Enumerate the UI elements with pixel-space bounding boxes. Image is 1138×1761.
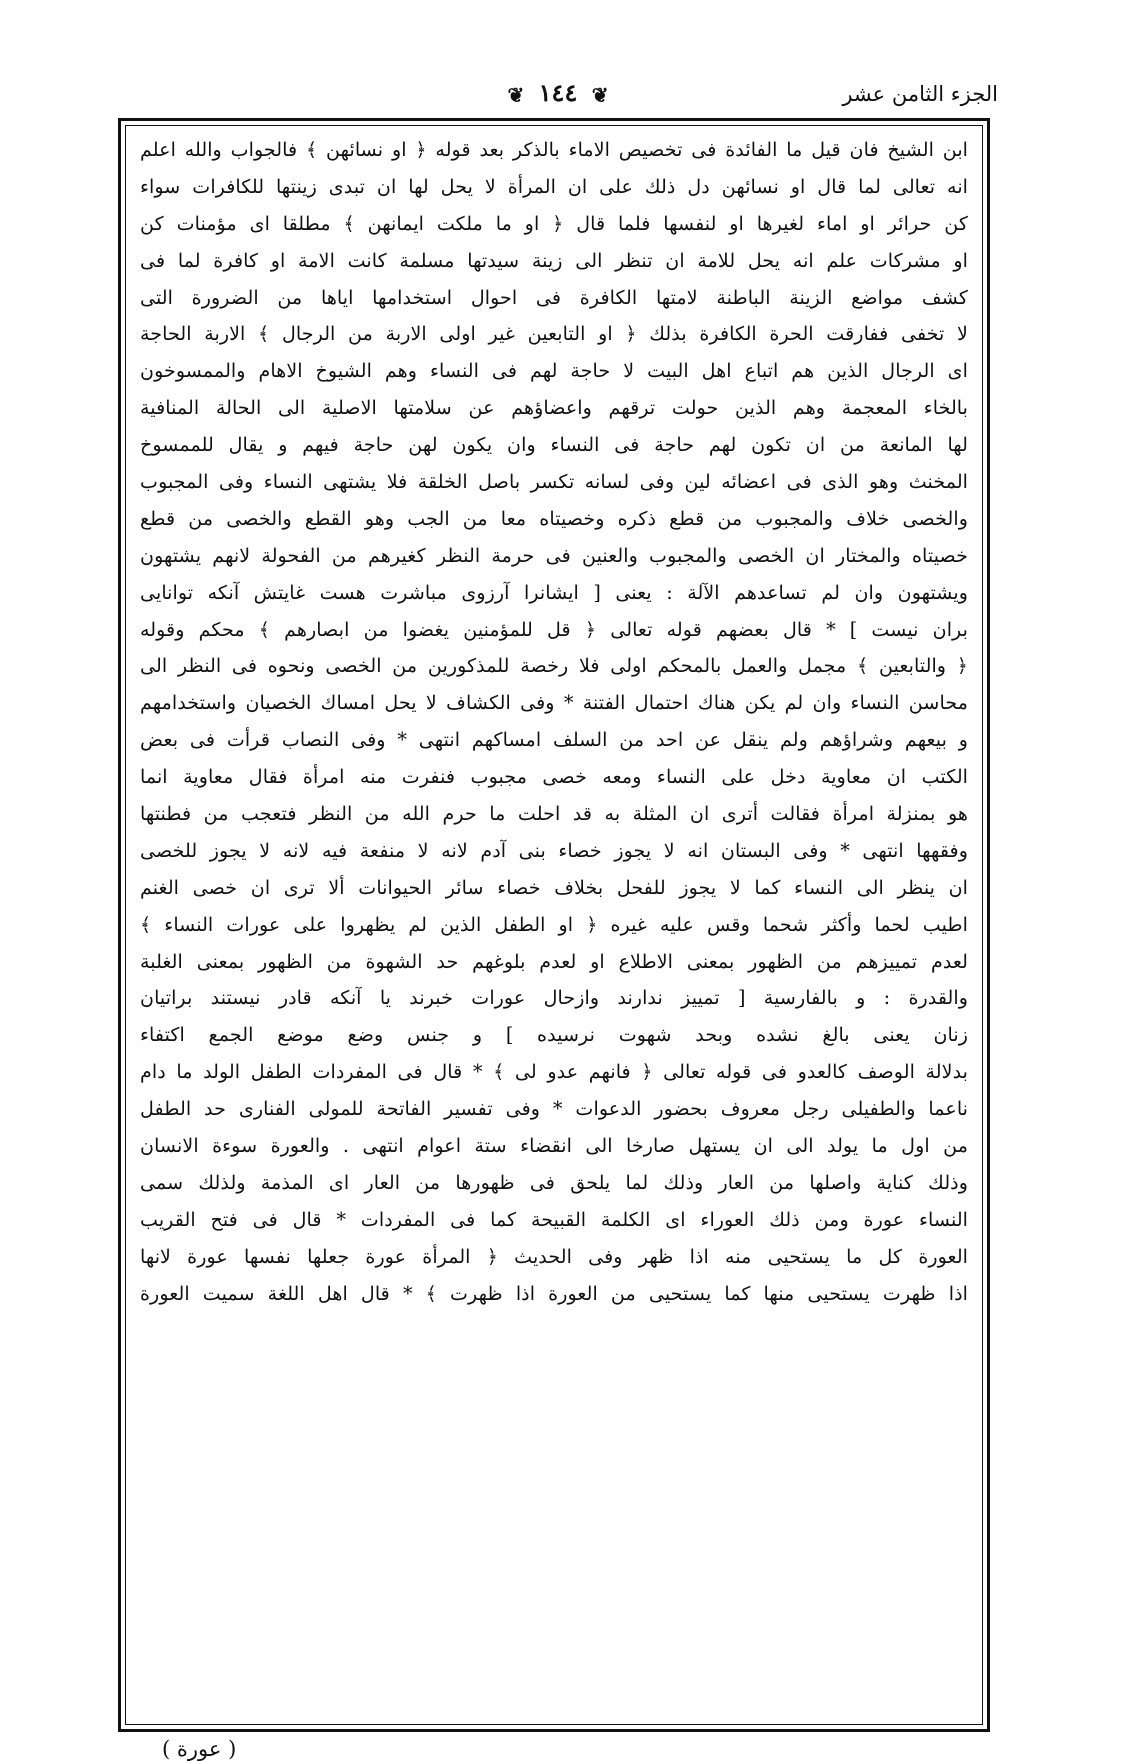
text-line: النساء عورة ومن ذلك العوراء اى الكلمة القبيحة كما فى المفردات * قال فى فتح القريب [140, 1207, 968, 1231]
text-line: لعدم تمييزهم من الظهور بمعنى الاطلاع او لعدم بلوغهم حد الشهوة من الظهور بمعنى الغلبة [140, 949, 968, 973]
text-line: او مشركات علم انه يحل للامة ان تنظر الى زينة سيدتها مسلمة كانت الامة او كافرة لما فى [140, 248, 968, 272]
text-line: ﴿ والتابعين ﴾ مجمل والعمل بالمحكم اولى فلا رخصة للمذكورين من الخصى ونحوه فى النظر الى [140, 654, 968, 678]
text-line: زنان يعنى بالغ نشده وبحد شهوت نرسيده ] و جنس وضع موضع الجمع اكتفاء [140, 1023, 968, 1047]
text-line: وفقهها انتهى * وفى البستان انه لا يجوز خصاء بنى آدم لانه لا منفعة فيه لانه لا يجوز للخصى [140, 838, 968, 862]
text-line: لها المانعة من ان تكون لهم حاجة فى النساء وان يكون لهن حاجة فيهم و يقال للممسوخ [140, 433, 968, 457]
text-line: كشف مواضع الزينة الباطنة لامتها الكافرة فى احوال استخدامها اياها من الضرورة التى [140, 285, 968, 309]
left-ornament-icon: ❦ [507, 82, 525, 107]
text-line: خصيتاه والمختار ان الخصى والمجبوب والعنين فى حرمة النظر كغيرهم من الفحولة لانهم يشتهون [140, 543, 968, 567]
text-line: اذا ظهرت يستحيى منها كما يستحيى من العورة اذا ظهرت ﴾ * قال اهل اللغة سميت العورة [140, 1281, 968, 1305]
text-line: اى الرجال الذين هم اتباع اهل البيت لا حاجة لهم فى النساء وهم الشيوخ الاهام والممسوخون [140, 359, 968, 383]
text-line: لا تخفى ففارقت الحرة الكافرة بذلك ﴿ او التابعين غير اولى الاربة من الرجال ﴾ الاربة الحاجة [140, 322, 968, 346]
page-number-block [118, 78, 998, 107]
volume-label: الجزء الثامن عشر [842, 82, 998, 106]
text-line: الكتب ان معاوية دخل على النساء ومعه خصى مجبوب فنفرت منه امرأة فقال معاوية انما [140, 765, 968, 789]
text-line: بدلالة الوصف كالعدو فى قوله تعالى ﴿ فانهم عدو لى ﴾ * قال فى المفردات الطفل الولد ما دام [140, 1060, 968, 1084]
text-line: المخنث وهو الذى فى اعضائه لين وفى لسانه تكسر باصل الخلقة فلا يشتهى النساء وفى المجبوب [140, 470, 968, 494]
text-line: كن حرائر او اماء لغيرها او لنفسها فلما قال ﴿ او ما ملكت ايمانهن ﴾ مطلقا اى مؤمنات كن [140, 211, 968, 235]
catchword: ( عورة ) [162, 1737, 237, 1761]
text-line: و بيعهم وشراؤهم ولم ينقل عن احد من السلف امساكهم انتهى * وفى النصاب قرأت فى بعض [140, 728, 968, 752]
text-line: وذلك كناية واصلها من العار وذلك لما يلحق فى ظهورها من العار اى المذمة ولذلك سمى [140, 1170, 968, 1194]
text-line: ان ينظر الى النساء كما لا يجوز للفحل بخلاف خصاء سائر الحيوانات ألا ترى ان خصى الغنم [140, 875, 968, 899]
text-line: ويشتهون وان لم تساعدهم الآلة : يعنى [ ايشانرا آرزوى مباشرت هست غايتش آنكه توانايى [140, 580, 968, 604]
text-line: والقدرة : و بالفارسية [ تمييز ندارند وازحال عورات خبرند يا آنكه قادر نيستند براتيان [140, 986, 968, 1010]
text-line: هو بمنزلة امرأة فقالت أترى ان المثلة به قد احلت ما حرم الله من النظر فتعجب من فطنتها [140, 802, 968, 826]
text-line: محاسن النساء وان لم يكن هناك احتمال الفتنة * وفى الكشاف لا يحل امساك الخصيان واستخدامهم [140, 691, 968, 715]
text-line: انه تعالى لما قال او نسائهن دل ذلك على ان المرأة لا يحل لها ان تبدى زينتها للكافرات سواء [140, 174, 968, 198]
text-frame [118, 118, 990, 1732]
text-line: والخصى خلاف والمجبوب من قطع ذكره وخصيتاه معا من الجب وهو القطع والخصى من قطع [140, 506, 968, 530]
right-ornament-icon: ❦ [591, 82, 609, 107]
text-line: بالخاء المعجمة وهم الذين حولت ترقهم واعضاؤهم عن سلامتها الاصلية الى الحالة المنافية [140, 396, 968, 420]
text-line: العورة كل ما يستحيى منه اذا ظهر وفى الحديث ﴿ المرأة عورة جعلها نفسها عورة لانها [140, 1244, 968, 1268]
text-block [125, 125, 983, 1725]
text-line: من اول ما يولد الى ان يستهل صارخا الى انقضاء ستة اعوام انتهى . والعورة سوءة الانسان [140, 1134, 968, 1158]
text-line: اطيب لحما وأكثر شحما وقس عليه غيره ﴿ او الطفل الذين لم يظهروا على عورات النساء ﴾ [140, 912, 968, 936]
text-line: بران نيست ] * قال بعضهم قوله تعالى ﴿ قل للمؤمنين يغضوا من ابصارهم ﴾ محكم وقوله [140, 617, 968, 641]
page-number: ١٤٤ [538, 78, 578, 107]
text-line: ابن الشيخ فان قيل ما الفائدة فى تخصيص الاماء بالذكر بعد قوله ﴿ او نسائهن ﴾ فالجواب والله اعلم [140, 138, 968, 161]
page-header [118, 78, 998, 116]
text-line: ناعما والطفيلى رجل معروف بحضور الدعوات * وفى تفسير الفاتحة للمولى الفنارى حد الطفل [140, 1097, 968, 1121]
